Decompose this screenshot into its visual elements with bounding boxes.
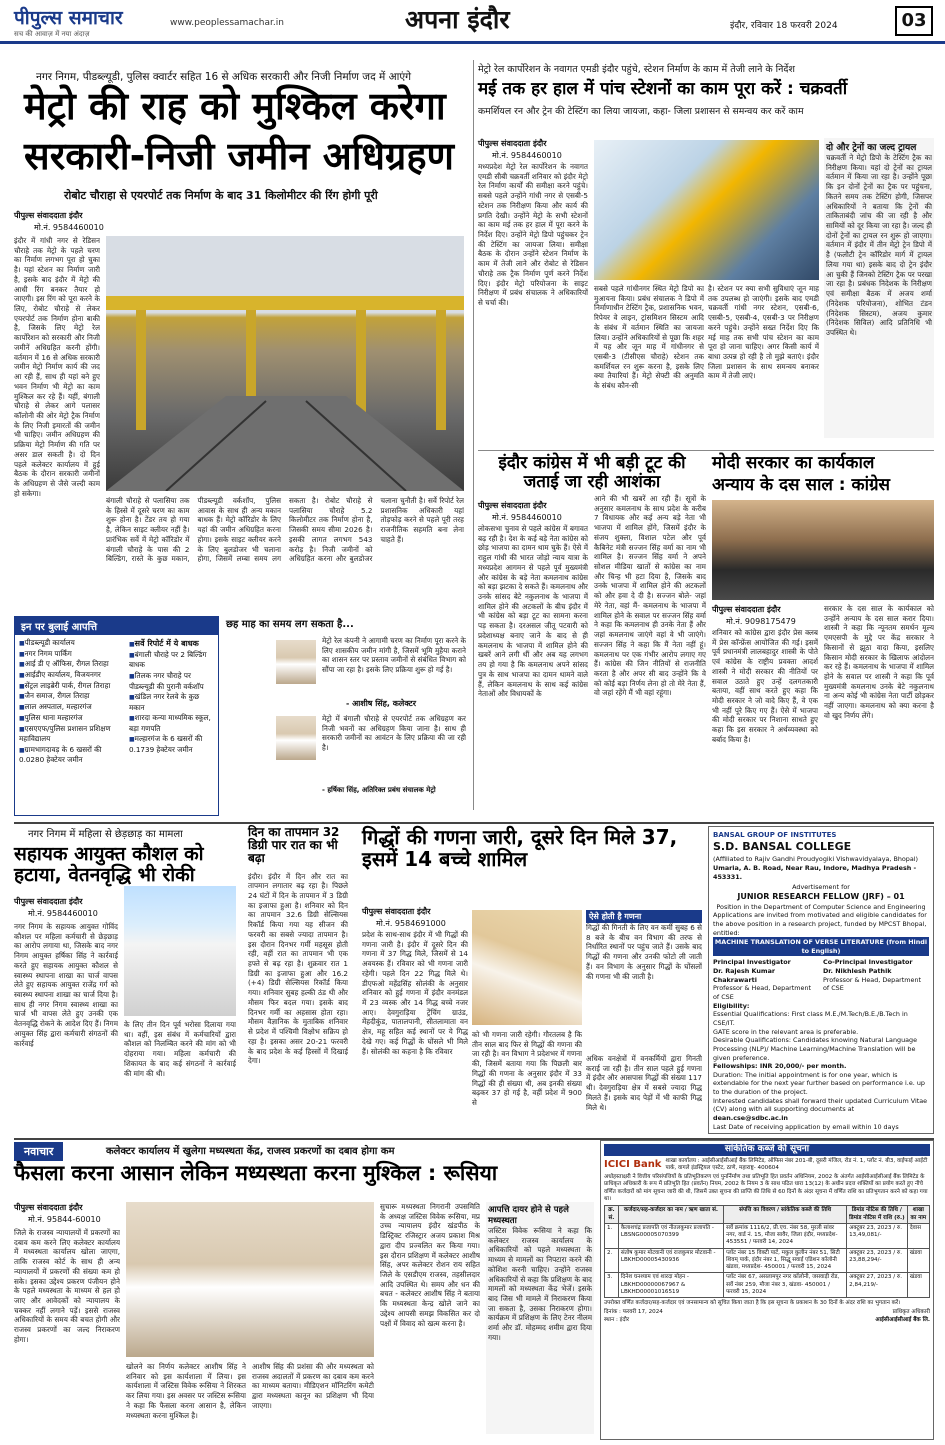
metro-sidebar [824, 138, 934, 438]
header-cell: डिमांड नोटिस की तिथि / डिमांड नोटिस में राशि (रु.) [847, 1206, 908, 1224]
notice-table [604, 1205, 930, 1298]
notice-date: दिनांक : फरवरी 17, 2024 [604, 1309, 663, 1316]
metro-viaduct-illustration [106, 236, 464, 491]
quote-box [226, 616, 466, 816]
mediation-workshop-photo [126, 1202, 374, 1357]
notice-title: सांकेतिक कब्जे की सूचना [604, 1144, 930, 1156]
objections-box-title: इन पर बुलाई आपत्ति [15, 617, 218, 635]
md-portrait [276, 716, 316, 760]
table-cell: खंडवा [907, 1248, 929, 1273]
metro-byline: पीपुल्स संवाददाता इंदौर [478, 139, 547, 148]
congress-headline: इंदौर कांग्रेस में भी बड़ी टूट की जताई जा रही आशंका [498, 453, 686, 492]
metro-mobile: मो.नं. 9584460010 [492, 151, 562, 160]
congress-byline: पीपुल्स संवाददाता इंदौर [478, 501, 547, 510]
objection-item: ■ आई डी ए ऑफिस, रीगल तिराहा [19, 659, 121, 670]
collector-quote: मेट्रो रेल कंपनी ने आगामी चरण का निर्माण पूरा करने के लिए शासकीय जमीन मांगी है, जिसमें भूमि मुहैया कराने का शासन स्तर पर प्रस्ताव जमीनों से संबंधित विभाग को सौंपा जा रहा है। इसके लिए प्रक्रिया शुरू हो गई है। [322, 636, 466, 675]
table-row [605, 1273, 930, 1298]
header-cell: क्र. सं. [605, 1206, 619, 1224]
modi-mobile: मो.नं. 9098175479 [726, 617, 796, 626]
ad-dept: Position in the Department of Computer Science and Engineering [716, 902, 926, 911]
lead-body: इंदौर में गांधी नगर से रेडिसन चौराहे तक मेट्रो के पहले चरण का निर्माण लगभग पूरा हो चुका है। यहां स्टेशन का निर्माण जारी है, इसके बाद इंदौर में मेट्रो की आधी रिंग बनकर तैयार हो जाएगी। इस रिंग को पूरा करने के लिए, रोबोट चौराहे से लेकर एयरपोर्ट तक निर्माण होना बाकी है, जिसके लिए मेट्रो रेल कार्पोरेशन को सरकारी और निजी जमीनें अधिग्रहित करनी होंगी। वर्तमान में 16 से अधिक सरकारी जमीन मेट्रो निर्माण कार्य की जद आ रही हैं, साथ ही यहां बने हुए भवन निर्माण भी मेट्रो का काम मुश्किल कर रहे हैं। यहीं, बंगाली चौराहे से लेकर आगे पलासर कॉलोनी की ओर मेट्रो ट्रैक निर्माण के लिए निजी इमारतों की जमीन भी चाहिए। जमीन अधिग्रहण की प्रक्रिया मेट्रो निर्माण की गति पर असर डाल सकती है। दो दिन पहले कलेक्टर कार्यालय में हुई बैठक के दौरान सरकारी जमीनों के अधिग्रहण से जैसे जल्दी काम हो सकेगा। [14, 236, 100, 498]
vulture-body-3: अधिक वनक्षेत्रों में वनकर्मियों द्वारा गिनती कराई जा रही है। तीन साल पहले हुई गणना में इंदौर और आसपास गिद्धों की संख्या 117 थी। देवगुराड़िया क्षेत्र में सबसे ज्यादा गिद्ध मिलते हैं। इसके बाद पेड़ों में भी काफी गिद्ध मिले थे। [586, 1054, 702, 1112]
navachar-byline: पीपुल्स संवाददाता इंदौर [14, 1203, 83, 1212]
table-cell: सर्वे क्रमांक 1116/2, प्री.एच. नंबर 58, मुरली सांवर नगर, वार्ड नं. 15, मौजा सावैर, जिला इंदौर, मध्यप्रदेश- 453551 / फरवरी 14, 2024 [724, 1223, 847, 1248]
navachar-sidebar [486, 1202, 594, 1434]
lead-story [14, 46, 466, 806]
section-divider [478, 450, 934, 451]
table-cell: दिनेश घनश्याम एवं शारदा मोहन - LBKHD00000067967 & LBKHD00001016519 [618, 1273, 723, 1298]
header-cell: शाखा का नाम [907, 1206, 929, 1224]
table-row [605, 1223, 930, 1248]
survey-item: ■ मल्हारगंज के 6 खसरों की 0.1739 हेक्टेयर जमीन [129, 734, 213, 755]
page-number: 03 [895, 6, 933, 36]
notice-signoff [604, 1309, 930, 1324]
asst-kicker: नगर निगम में महिला से छेड़छाड़ का मामला [28, 829, 183, 840]
section-title: अपना इंदौर [405, 5, 510, 34]
metro-body: मध्यप्रदेश मेट्रो रेल कार्पोरेशन के नवागत एमडी सीबी चक्रवर्ती शनिवार को इंदौर मेट्रो रेल निर्माण कार्यों की समीक्षा करने पहुंचे। सबसे पहले उन्होंने गांधी नगर से एसबी-5 स्टेशन तक निरीक्षण किया और कार्य की प्रगति देखी। उन्होंने मेट्रो के सभी स्टेशनों का काम मई तक हर हाल में पूरा करने के निर्देश दिए। उन्होंने मेट्रो डिपो पहुंचकर ट्रेन की टेस्टिंग का जायजा लिया। समीक्षा बैठक के दौरान उन्होंने स्टेशन निर्माण के काम में तेजी लाने और रोबोट से रेडिसन चौराहे तक ट्रैक निर्माण पूर्ण करने निर्देश दिए। इंदौर मेट्रो परियोजना के साइट निरीक्षण में प्रबंध संचालक ने अधिकारियों से चर्चा की। [478, 162, 588, 308]
modi-govt-story [712, 454, 934, 819]
section-divider [14, 822, 934, 824]
navachar-tag: नवाचार [14, 1142, 63, 1161]
ad-pi-label: Principal Investigator [713, 958, 791, 967]
ad-email[interactable]: dean.cse@sdbc.ac.in [713, 1114, 788, 1123]
ad-gate: GATE score in the relevant area is preferable. [713, 1027, 859, 1036]
ad-desirable: Desirable Qualifications: Candidates knowing Natural Language Processing (NLP)/ Machine Learning/Machine Translation will be given preference. [713, 1036, 918, 1062]
issue-date: इंदौर, रविवार 18 फरवरी 2024 [730, 21, 838, 31]
collector-signature: - आशीष सिंह, कलेक्टर [346, 699, 416, 708]
congress-split-story [478, 454, 706, 819]
navachar-mobile: मो.नं. 95844-60010 [28, 1215, 101, 1224]
ad-funding: Applications are invited from motivated and eligible candidates for the above position in a research project, funded by MPCST Bhopal, entitled: [713, 911, 927, 937]
modi-body: शनिवार को कांग्रेस द्वारा इंदौर प्रेस क्लब में प्रेस कॉन्फ्रेंस आयोजित की गई। इसमें पूर्व प्रधानमंत्री लालबहादुर शास्त्री के पोते एवं कांग्रेस के राष्ट्रीय प्रवक्ता आदर्श शास्त्री ने मोदी सरकार की नीतियों पर सवाल उठाते हुए उन्हें दलगतकारी बताया, वहीं साथ करते हुए कहा कि मोदी सरकार ने जो वादे किए हैं, वे एक भी नहीं पूरे किए गए हैं। ऐसे में भाजपा की मोदी सरकार पर निशाना साधते हुए कहा कि इस सरकार ने अर्थव्यवस्था को बर्बाद किया है। [712, 628, 818, 744]
table-cell: अक्टूबर 23, 2023 / रु. 23,88,294/- [847, 1248, 908, 1273]
newspaper-logo[interactable]: पीपुल्स समाचार सच की आवाज़ में नया अंदाज़ [14, 7, 123, 38]
objection-item: ■ जैन समाज, रीगल तिराहा [19, 691, 121, 702]
ad-college-name: S.D. BANSAL COLLEGE [713, 840, 852, 854]
lead-byline: पीपुल्स संवाददाता इंदौर [14, 211, 83, 220]
survey-item: ■ शारदा कन्या माध्यमिक स्कूल, बड़ा गणपति [129, 713, 213, 734]
objection-item: ■ नगर निगम पार्किंग [19, 649, 121, 660]
masthead [0, 0, 945, 44]
temperature-story [248, 826, 348, 1136]
navachar-headline: फैसला करना आसान लेकिन मध्यस्थता करना मुश्किल : रूसिया [14, 1161, 498, 1185]
ad-copi: Dr. Nikhlesh Pathik [823, 967, 892, 976]
congress-body: लोकसभा चुनाव से पहले कांग्रेस में बगावत बढ़ रही है। देश के कई बड़े नेता कांग्रेस को छोड़ भाजपा का दामन थाम चुके हैं। ऐसे में राहुल गांधी की भारत जोड़ो न्याय यात्रा के मध्यप्रदेश आगमन से पहले पूर्व मुख्यमंत्री और कांग्रेस के बड़े नेता कमलनाथ कांग्रेस को बड़ा झटका दे सकते हैं। कमलनाथ और उनके सांसद बेटे नकुलनाथ के भाजपा में शामिल होने की अटकलों के बीच इंदौर में भी कांग्रेस को बड़ा टूट का सामना करना पड़ सकता है। दरअसल जीतू पटवारी को प्रदेशाध्यक्ष बनाए जाने के बाद से ही कमलनाथ के भाजपा में शामिल होने की खबरें आने लगी थीं और अब यह लगभग तय हो गया है कि कमलनाथ अपने सांसद पुत्र के साथ भाजपा का दामन थामने वाले हैं, लेकिन कमलनाथ के साथ कई कांग्रेस नेताओं और विधायकों के [478, 524, 588, 699]
ad-eligibility-label: Eligibility: [713, 1001, 750, 1010]
vulture-photo [472, 910, 582, 1025]
notice-office: शाखा कार्यालय : आईसीआईसीआई बैंक लिमिटेड, ऑफिस नंबर 201-बी, दूसरी मंजिल, रोड नं. 1, प्लॉट नं. बी3, वाईफाई आईटी पार्क, वागले इंडस्ट्रियल एस्टेट, ठाणे, महाराष्ट्र- 400604 [665, 1157, 928, 1171]
ad-post: JUNIOR RESEARCH FELLOW (JRF) – 01 [737, 891, 905, 901]
header-cell: संपत्ति का विवरण / सांकेतिक कब्जे की तिथि [724, 1206, 847, 1224]
modi-body-2: सरकार के दस साल के कार्यकाल को उन्होंने अन्याय के दस साल करार दिया। शास्त्री ने कहा कि न्यूनतम समर्थन मूल्य एमएसपी के मुद्दे पर केंद्र सरकार ने किसानों से झूठा वादा किया, इसलिए किसान मोदी सरकार के खिलाफ आंदोलन कर रहे हैं। कमलनाथ के भाजपा में शामिल होने के सवाल पर शास्त्री ने कहा कि पूर्व मुख्यमंत्री कमलनाथ उनके बेटे नकुलनाथ ना अन्य कोई भी कांग्रेस नेता पार्टी छोड़कर नहीं जाएगा। कमलनाथ को क्या करना है वो खुद निर्णय लेंगे। [824, 604, 934, 720]
ad-duration: Duration: The initial appointment is for one year, which is extendable for the next year further based on performance i.e. up to the duration of the project. [713, 1070, 925, 1097]
notice-intro: अधोहस्ताक्षरी ने वित्तीय परिसंपत्तियों के प्रतिभूतिकरण एवं पुनर्निर्माण तथा प्रतिभूति हित प्रवर्तन अधिनियम, 2002 के अंतर्गत आईसीआईसीआई बैंक लिमिटेड के प्राधिकृत अधिकारी के रूप में प्रतिभूति हित (प्रवर्तन) नियम, 2002 के नियम 3 के साथ पठित धारा 13(12) के अधीन प्रदत्त शक्तियों का प्रयोग करते हुए नीचे वर्णित कर्जदारों को मांग सूचना जारी की थी, जिसमें उक्त सूचना की प्राप्ति की तिथि से 60 दिनों के अंदर सूचना में वर्णित राशि का प्रतिभुगतान करने को कहा गया था। [604, 1174, 928, 1203]
column-divider [473, 60, 474, 810]
municipal-building-photo [124, 886, 236, 1016]
table-cell: 1. [605, 1223, 619, 1248]
ad-essential: Essential Qualifications: First class M.E./M.Tech/B.E./B.Tech in CSE/IT. [713, 1010, 908, 1027]
vulture-inset-head: ऐसे होती है गणना [586, 910, 702, 923]
objection-item: ■ पीडब्ल्यूडी कार्यालय [19, 638, 121, 649]
ad-group-name: BANSAL GROUP OF INSTITUTES [713, 831, 837, 839]
survey-title: ■ सर्वे रिपोर्ट में ये बाधक [129, 638, 213, 650]
vulture-census-story [362, 826, 702, 1136]
metro-body-3: है। स्टेशन पर क्या सभी सुविधाएं जून माह तक उपलब्ध हो जाएंगी। इसके बाद एमडी चक्रवर्ती गांधी नगर स्टेशन, एसबी-6, एसबी-5, एसबी-4, एसबी-3 पर निरीक्षण करने पहुंचे। उन्होंने सख्त निर्देश दिए कि मई माह तक सभी पांच स्टेशन का काम पूरा हो जाना चाहिए। अगर किसी कार्य में बाधा उत्पन्न हो रही है तो मुझे बताएं। इंदौर जिला प्रशासन के साथ समन्वय बनाकर काम में तेजी लाएं। [708, 284, 819, 381]
metro-construction-photo [106, 236, 464, 491]
metro-body-2: सबसे पहले गांधीनगर स्थित मेट्रो डिपो का मुआयना किया। प्रबंध संचालक ने डिपो में निर्माणाधीन टेस्टिंग ट्रैक, प्रशासनिक भवन, रिपेयर वे लाइन, ट्रांसमिशन सिस्टम आदि के संबंध में वर्तमान स्थिति का जायजा लिया। उन्होंने अधिकारियों से पूछा कि शहर में यह और जून माह में गांधीनगर से एसबी-3 (टीसीएस चौराहे) स्टेशन तक कमर्शियल रन शुरू करना है, इसके लिए क्या तैयारियां हैं। मेट्रो सेफ्टी की अनुमति के संबंध कौन-सी [594, 284, 704, 391]
modi-headline-2: अन्याय के दस साल : कांग्रेस [712, 475, 891, 495]
asst-body-2: के लिए तीन दिन पूर्व भरोसा दिलाया गया था। वहीं, इस संबंध में कर्मचारियों द्वारा कौशल को निलम्बित करने की मांग को भी दोहराया गया। महिला कर्मचारी की शिकायत के बाद कई संगठनों ने कार्रवाई की मांग की थी। [124, 1020, 236, 1078]
vulture-headline: गिद्धों की गणना जारी, दूसरे दिन मिले 37, इसमें 14 बच्चे शामिल [362, 825, 678, 871]
notice-place: स्थान : इंदौर [604, 1316, 630, 1323]
metro-deck: कमर्शियल रन और ट्रेन की टेस्टिंग का लिया जायजा, कहा- जिला प्रशासन से समन्वय कर करें काम [478, 106, 804, 117]
bank-logo: ICICI Bank [604, 1158, 662, 1170]
asst-byline: पीपुल्स संवाददाता इंदौर [14, 897, 83, 906]
table-cell: 2. [605, 1248, 619, 1273]
ad-fellowship: Fellowships: INR 20,000/- per month. [713, 1062, 847, 1071]
objection-item: ■ एसएएफ/पुलिस प्रशासन प्रशिक्षण महाविद्यालय [19, 724, 121, 745]
modi-byline: पीपुल्स संवाददाता इंदौर [712, 605, 781, 614]
metro-sidebar-head: दो और ट्रेनों का जल्द ट्रायल [826, 143, 917, 153]
objection-item: ■ पुलिस थाना मल्हारगंज [19, 713, 121, 724]
ad-last-date: Last Date of receiving application by email within 10 days [713, 1122, 899, 1131]
vulture-mobile: मो.नं. 9584691000 [376, 919, 446, 928]
lead-body-2: बंगाली चौराहे से पलासिया तक के हिस्से में दूसरे चरण का काम शुरू होना है। टेंडर तय हो गया है, लेकिन साइट क्लीयर नहीं है। प्रारंभिक सर्वे में मेट्रो कॉरिडोर में बंगाली चौराहे के पास की 2 बिल्डिंग, रास्ते के कुछ मकान, पीडब्ल्यूडी वर्कशॉप, पुलिस आवास के साथ ही अन्य मकान बाधक हैं। मेट्रो कॉरिडोर के लिए यहां की जमीन अधिग्रहित करना होगा। इसके साइट क्लीयर करने के लिए बुलडोजर भी चलाना होगा, जिसमें लम्बा समय लग सकता है। रोबोट चौराहे से पलासिया चौराहे 5.2 किलोमीटर तक निर्माण होना है, जिसकी समय सीमा 2026 है। इसकी लागत लगभग 543 करोड़ है। निजी जमीनों को अधिग्रहित करना और बुलडोजर चलाना चुनौती है। सर्वे रिपोर्ट रेल प्रशासनिक अधिकारी यहां तोड़फोड़ करने से पहले पूरी तरह राजनीतिक सहमति बना लेना चाहते हैं। [106, 496, 464, 564]
vulture-inset [586, 910, 702, 1050]
metro-sidebar-body: चक्रवर्ती ने मेट्रो डिपो के टेस्टिंग ट्रैक का निरीक्षण किया। यहां दो ट्रेनों का ट्रायल वर्तमान में किया जा रहा है। उन्होंने पूछा कि इन दोनों ट्रेनों का ट्रैक पर पहुंचना, कितने समय तक टेस्टिंग होगी, जिसपर अधिकारियों ने बताया कि ट्रेनों की ताकिताबंदी जांच की जा रही है और सामियों को दूर किया जा रहा है। जल्द ही दोनों ट्रेनों का ट्रायल रन शुरू हो जाएगा। वर्तमान में इंदौर में तीन मेट्रो ट्रेन डिपो में है (फलौटी ट्रेन कॉरिडोर मार्ग में ट्रायल लिया गया था) इसके बाद दो ट्रेन इंदौर आ चुकी हैं जिनको टेस्टिंग ट्रैक पर परखा जा रहा है। प्रबंधक निदेशक के निरीक्षण एवं समीक्षा बैठक में अजय शर्मा (निदेशक परियोजना), शोभित टंडन (निदेशक सिस्टम), अजय कुमार (निदेशक सिविल) आदि प्रतिनिधि भी उपस्थित थे। [826, 153, 932, 337]
vulture-body: प्रदेश के साथ-साथ इंदौर में भी गिद्धों की गणना जारी है। इंदौर में दूसरे दिन की गणना में 37 गिद्ध मिले, जिसमें से 14 अवयस्क हैं। रविवार को भी गणना जारी रहेगी। पहले दिन 22 गिद्ध मिले थे। डीएफओ महेंद्रसिंह सोलंकी के अनुसार शनिवार को हुई गणना में इंदौर वनमंडल में 23 व्यस्क और 14 गिद्ध बच्चे नजर आए। देवगुराड़िया ट्रेंचिंग ग्राउंड, मेंहदीकुंड, पातालपानी, सीतलामाता वन क्षेत्र, महू सहित कई स्थानों पर ये गिद्ध देखे गए। कई गिद्धों के घोंसले भी मिले हैं। सोलंकी का कहना है कि रविवार [362, 930, 468, 1056]
website-url[interactable]: www.peoplessamachar.in [170, 18, 284, 28]
ad-copi-role: Professor & Head, Department of CSE [823, 975, 922, 993]
navachar-body: जिले के राजस्व न्यायालयों में प्रकरणों का दबाव कम करने लिए कलेक्टर कार्यालय में मध्यस्थता कार्यालय खोला जाएगा, ताकि राजस्व कोर्ट के साथ ही अन्य न्यायालयों में प्रकरणों की संख्या कम हो सके। इसका उद्देश्य प्रकरण पंजीयन होने के पहले मध्यस्थता के माध्यम से हल हो जाए और आवेदकों को न्यायालय के चक्कर नहीं लगाने पड़ें। इससे राजस्व अधिकारियों के समय की बचत होगी और राजस्व प्रकरणों का जल्द निराकरण होगा। [14, 1228, 120, 1344]
navachar-body-2: खोलने का निर्णय कलेक्टर आशीष सिंह ने शनिवार को इस कार्यशाला में लिया। इस कार्यशाला में जस्टिस विवेक रूसिया ने शिरकत कर लिया गया। इस अवसर पर जस्टिस रूसिया ने कहा कि फैसला करना आसान है, लेकिन मध्यस्थता करना मुश्किल है। [126, 1362, 246, 1420]
objection-item: ■ सेंट्रल लाइब्रेरी पार्क, रीगल तिराहा [19, 681, 121, 692]
table-cell: संतोष कुमार मोटवानी एवं राजकुमार मोटवानी - LBKHD00005430936 [618, 1248, 723, 1273]
objections-box [14, 616, 219, 816]
table-row [605, 1248, 930, 1273]
survey-list [125, 635, 217, 758]
md-quote: मेट्रो में बंगाली चौराहे से एयरपोर्ट तक अधिग्रहण कर निजी भवनों का अधिग्रहण किया जाना है। साथ ही सरकारी जमीनों का आवंटन के लिए प्रक्रिया की जा रही है। [322, 714, 466, 753]
vulture-inset-body: गिद्धों की गिनती के लिए वन कर्मी सुबह 6 से 8 बजे के बीच वन विभाग की तरफ से निर्धारित स्थानों पर पहुंच जाते हैं। उसके बाद गिद्धों की गणना और उनकी फोटो ली जाती हैं। वन विभाग के अनुसार गिद्धों के घोंसलों की गणना भी की जाती है। [586, 923, 702, 981]
notice-sign-2: आईसीआईसीआई बैंक लि. [875, 1316, 930, 1323]
lead-kicker: नगर निगम, पीडब्ल्यूडी, पुलिस क्वार्टर सहित 16 से अधिक सरकारी और निजी निर्माण जद में आएंगे [36, 71, 412, 83]
table-cell: प्लॉट नंबर 15 विक्टी पार्ट, मकुल कुलीन नंबर 51, सिटी शिवम् पार्क, इंदौर नंबर 1, सिद्धू सवाई एडिशन कॉलोनी खंडवा, मध्यप्रदेश- 450001 / फरवरी 15, 2024 [724, 1248, 847, 1273]
table-cell: खंडवा [907, 1273, 929, 1298]
mediation-story [14, 1140, 594, 1440]
objection-item: ■ आईडीए कार्यालय, विजयनगर [19, 670, 121, 681]
navachar-kicker: कलेक्टर कार्यालय में खुलेगा मध्यस्थता केंद्र, राजस्व प्रकरणों का दबाव होगा कम [106, 1146, 395, 1157]
ad-copi-label: Co-Principal Investigator [823, 958, 913, 967]
vulture-body-2: को भी गणना जारी रहेगी। गौरतलब है कि तीन साल बाद फिर से गिद्धों की गणना की जा रही है। वन विभाग ने प्रदेशभर में गणना की, जिसमें बताया गया कि पिछली बार गिद्धों की गणना के अनुसार इंदौर में 33 गिद्धों की ही संख्या थी, अब इनकी संख्या बढ़कर 37 हो गई है, वहीं प्रदेश में 900 से [472, 1030, 582, 1108]
metro-headline: मई तक हर हाल में पांच स्टेशनों का काम पूरा करें : चक्रवर्ती [478, 79, 848, 99]
objections-list [15, 635, 125, 769]
ad-project: MACHINE TRANSLATION OF VERSE LITERATURE (from Hindi to English) [714, 938, 928, 955]
press-conference-photo [712, 500, 934, 600]
table-cell: अक्टूबर 23, 2023 / रु. 13,49,081/- [847, 1223, 908, 1248]
quote-box-title: छह माह का समय लग सकता है... [226, 619, 354, 630]
notice-table-header [605, 1206, 930, 1224]
bank-possession-notice [600, 1140, 934, 1440]
lead-deck: रोबोट चौराहा से एयरपोर्ट तक निर्माण के बाद 31 किलोमीटर की रिंग होगी पूरी [64, 189, 378, 202]
lead-headline-2: सरकारी-निजी जमीन अधिग्रहण [24, 134, 455, 178]
survey-item: ■ बंगाली चौराहे पर 2 बिल्डिंग बाधक [129, 650, 213, 671]
asst-commissioner-story [14, 826, 236, 1136]
temp-headline: दिन का तापमान 32 डिग्री पार रात का भी बढ़ा [248, 825, 340, 866]
metro-kicker: मेट्रो रेल कार्पोरेशन के नवागत एमडी इंदौर पहुंचे, स्टेशन निर्माण के काम में तेजी लाने के निर्देश [478, 64, 795, 75]
ad-address: Umaria, A. B. Road, Near Rau, Indore, Madhya Pradesh - 453331. [713, 863, 917, 881]
logo-tagline: सच की आवाज़ में नया अंदाज़ [14, 30, 90, 38]
modi-headline-1: मोदी सरकार का कार्यकाल [712, 453, 875, 473]
asst-body: नगर निगम के सहायक आयुक्त गोविंद कौशल पर महिला कर्मचारी से छेड़छाड़ का आरोप लगाया था, जिसके बाद नगर निगम आयुक्त हर्षिका सिंह ने कार्रवाई करते हुए सहायक आयुक्त कौशल से स्वास्थ्य स्थापना शाखा का चार्ज वापस लेते हुए सहायक आयुक्त राजेंद्र गर्ग को स्वास्थ्य स्थापना शाखा का चार्ज दिया है। साथ ही नगर निगम स्वास्थ्य शाखा का चार्ज भी वापस लेते हुए उनकी एक वेतनवृद्धि रोकने के आदेश दिए हैं। निगम आयुक्त सिंह द्वारा कर्मचारी संगठनों की कार्रवाई [14, 922, 118, 1048]
asst-headline: सहायक आयुक्त कौशल को हटाया, वेतनवृद्धि भी रोकी [14, 843, 204, 886]
md-inspection-photo [594, 140, 819, 280]
vulture-byline: पीपुल्स संवाददाता इंदौर [362, 907, 431, 916]
navachar-body-3: आशीष सिंह की प्रशंसा की और मध्यस्थता को राजस्व अदालतों में प्रकरण का दबाव कम करने का माध्यम बताया। मीडिएशन मॉनिटरिंग कमेटी द्वारा मध्यस्थता कानून का प्रशिक्षण भी दिया जाएगा। [252, 1362, 374, 1410]
notice-sign-1: प्राधिकृत अधिकारी [892, 1309, 930, 1316]
notice-footer: उपरोक्त वर्णित कर्जदार/सह-कर्जदार एवं जनसामान्य को सूचित किया जाता है कि इस सूचना के प्रकाशन के 30 दिनों के अंदर राशि का भुगतान करें। [604, 1300, 901, 1307]
ad-investigators [713, 958, 929, 1001]
metro-md-story [478, 62, 934, 450]
survey-item: ■ खंडिल नगर रेलवे के कुछ मकान [129, 692, 213, 713]
table-cell: 3. [605, 1273, 619, 1298]
ad-pi: Dr. Rajesh Kumar Chakrawarti [713, 967, 776, 984]
congress-mobile: मो.नं. 9584460010 [492, 513, 562, 522]
objection-item: ■ ग्रामभागदावड़ के 6 खसरों की 0.0280 हेक्टेयर जमीन [19, 745, 121, 766]
asst-mobile: मो.नं. 9584460010 [28, 909, 98, 918]
college-ad [708, 826, 934, 1134]
congress-body-2: आने की भी खबरें आ रही हैं। सूत्रों के अनुसार कमलनाथ के साथ प्रदेश के करीब 7 विधायक और कई अन्य बड़े नेता भी भाजपा में शामिल होंगे, जिसमें इंदौर के संजय शुक्ला, विशाल पटेल और पूर्व कैबिनेट मंत्री सज्जन सिंह वर्मा का नाम भी शामिल है। सज्जन सिंह वर्मा ने अपने सोशल मीडिया खातों से कांग्रेस का नाम और चिन्ह भी हटा दिया है, जिसके बाद उनके भाजपा में शामिल होने की अटकलों को और हवा दे दी है। सज्जन बोले- जहां मेरे नेता, वहां मैं- कमलनाथ के भाजपा में शामिल होने के सवाल पर सज्जन सिंह वर्मा ने कहा कि कमलनाथ ही उनके नेता हैं और जहां कमलनाथ जाएंगे वहां वे भी जाएंगे। सज्जन सिंह ने कहा कि मैं नेता नहीं हूं। कमलनाथ पर एक गंभीर आरोप लगाए गए हैं। कांग्रेस की जिन नीतियों से राजनीति करता है और अपर सी बाद उन्होंने कि वे को कोई बड़ा निर्णय लेना हो तो मेरे नेता हैं, वो जहां रहेंगे मैं भी वहां रहूंगा। [594, 494, 706, 698]
table-cell: देवास [907, 1223, 929, 1248]
lead-headline-1: मेट्रो की राह को मुश्किल करेगा [24, 84, 446, 128]
header-cell: कर्जदार/सह-कर्जदार का नाम / ऋण खाता सं. [618, 1206, 723, 1224]
ad-label: Advertisement for [792, 883, 850, 892]
navachar-sidebar-body: जस्टिस विवेक रूसिया ने कहा कि कलेक्टर राजस्व कार्यालय के अधिकारियों को पहले मध्यस्थता के माध्यम से मामलों का निपटारा करने की कोशिश करनी चाहिए। उन्होंने राजस्व अधिकारियों से कहा कि प्रशिक्षण के बाद मामलों को मध्यस्थता केंद्र भेजें। इसके बाद जिस भी मामले में निराकरण किया जा सकता है, उसका निराकरण होगा। कार्यक्रम में प्रशिक्षण के लिए टेनर नीलम शर्मा और डॉ. मोहम्मद शमीम द्वारा दिया गया। [488, 1226, 592, 1342]
table-cell: कैलाशचंद्र प्रजापति एवं नीतलकुमार प्रजापति - LBSNG00005070399 [618, 1223, 723, 1248]
lead-mobile: मो.नं. 9584460010 [34, 223, 104, 232]
survey-item: ■ तिलक नगर चौराहे पर पीडब्ल्यूडी की पुरानी वर्कशॉप [129, 671, 213, 692]
table-cell: प्लॉट नंबर 67, असलामपुर नगर कॉलोनी, जसवाड़ी रोड, सर्वे नंबर 259, मौजा नंबर 3, खंडवा- 450001 / फरवरी 15, 2024 [724, 1273, 847, 1298]
table-cell: अक्टूबर 27, 2023 / रु. 2,84,219/- [847, 1273, 908, 1298]
navachar-sidebar-head: आपत्ति दायर होने से पहले मध्यस्थता [488, 1205, 569, 1226]
notice-header [604, 1158, 930, 1173]
collector-portrait [276, 640, 316, 684]
ad-pi-role: Professor & Head, Department of CSE [713, 984, 812, 1002]
navachar-body-4: सुचारू मध्यस्थता निगरानी उपसमिति के अध्यक्ष जस्टिस विवेक रूसिया, मप्र उच्च न्यायालय इंदौर खंडपीठ के डिस्ट्रिक्ट रजिस्ट्रार अजय प्रकाश मिश्र द्वारा दीप प्रज्वलित कर किया गया। इस दौरान प्रशिक्षण में कलेक्टर आशीष सिंह, अपर कलेक्टर रोशन राय सहित जिले के एसडीएम राजस्व, तहसीलदार आदि उपस्थित थे। समय और धन की बचत - कलेक्टर आशीष सिंह ने बताया कि मध्यस्थता केन्द्र खोले जाने का उद्देश्य आपसी समझ विकसित कर दो पक्षों में विवाद को खत्म करना है। [380, 1202, 480, 1328]
ad-apply: Interested candidates shall forward their updated Curriculum Vitae (CV) along with all supporting documents at [713, 1096, 928, 1114]
ad-affiliation: (Affiliated to Rajiv Gandhi Proudyogiki Vishwavidyalaya, Bhopal) [713, 855, 919, 864]
temp-body: इंदौर। इंदौर में दिन और रात का तापमान लगातार बढ़ रहा है। पिछले 24 घंटों में दिन के तापमान में 3 डिग्री का इजाफा हुआ है। शनिवार को दिन का तापमान 32.6 डिग्री सेल्सियस रिकॉर्ड किया गया यह सीजन की फरवरी का सबसे ज्यादा तापमान है। इस दौरान दिनभर गर्मी महसूस होती रही, वहीं रात का तापमान भी एक हफ्ते से बढ़ रहा है। शुक्रवार रात 1 डिग्री का इजाफा हुआ और 16.2 (+4) डिग्री सेल्सियस रिकॉर्ड किया गया। शनिवार सुबह हल्की ठंड थी और मौसम फिर बदल गया। इसके बाद दिनभर गर्मी का अहसास होता रहा। मौसम वैज्ञानिक के मुताबिक शनिवार से प्रदेश में पश्चिमी विक्षोभ सक्रिय हो रहा है। इसका असर 20-21 फरवरी के बाद प्रदेश के कई हिस्सों में दिखाई देगा। [248, 871, 348, 1066]
md-signature: - हर्षिका सिंह, अतिरिक्त प्रबंध संचालक मेट्रो [322, 786, 436, 794]
objection-item: ■ लाल अस्पताल, मल्हारगंज [19, 702, 121, 713]
